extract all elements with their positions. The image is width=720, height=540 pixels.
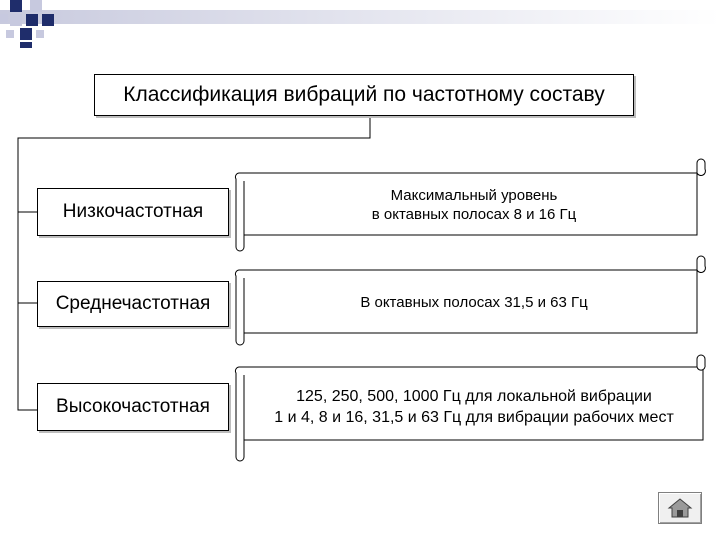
description-line: 125, 250, 500, 1000 Гц для локальной вибрации [296, 388, 652, 405]
mid-frequency-description [246, 293, 702, 312]
description-line: В октавных полосах 31,5 и 63 Гц [360, 294, 588, 311]
description-line: Максимальный уровень [390, 187, 558, 204]
connector-lines [18, 116, 370, 410]
diagram-title: Классификация вибраций по частотному составу [94, 74, 634, 116]
category-mid-frequency: Среднечастотная [37, 281, 229, 327]
high-frequency-description [246, 386, 702, 428]
home-icon [667, 497, 693, 519]
category-low-frequency: Низкочастотная [37, 188, 229, 236]
low-frequency-description [246, 186, 702, 224]
description-line: 1 и 4, 8 и 16, 31,5 и 63 Гц для вибрации рабочих мест [274, 409, 674, 426]
category-high-frequency: Высокочастотная [37, 383, 229, 431]
description-line: в октавных полосах 8 и 16 Гц [371, 206, 577, 223]
home-button[interactable] [658, 492, 702, 524]
